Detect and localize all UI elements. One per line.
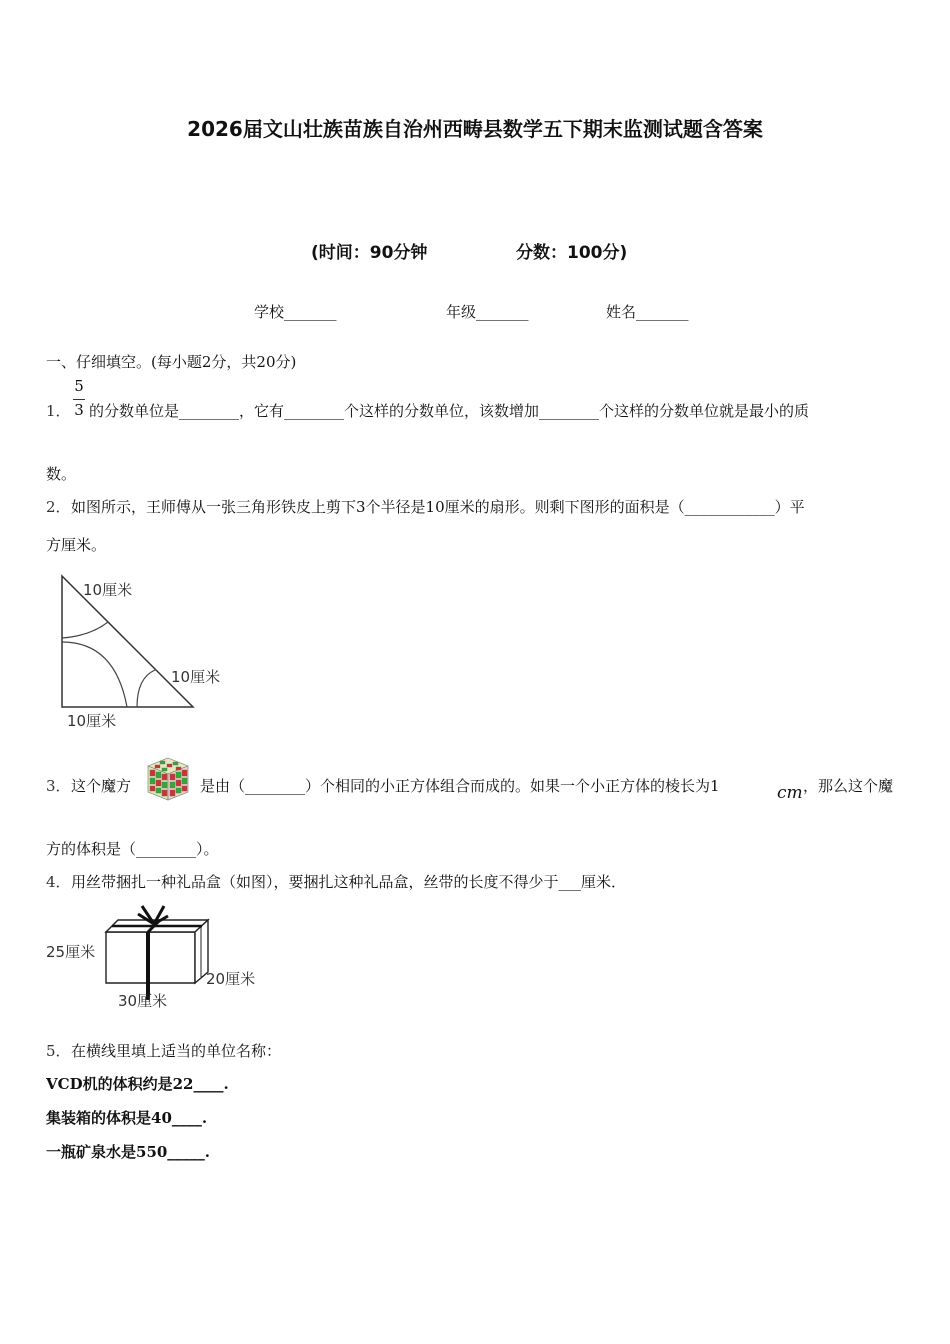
exam-score: 分数：100分) (516, 243, 628, 263)
question-text: 用丝带捆扎一种礼品盒（如图），要捆扎这种礼品盒，丝带的长度不得少于___厘米． (71, 873, 627, 891)
triangle-figure (55, 570, 240, 735)
sector-arc-top (62, 622, 108, 638)
question-text: 在横线里填上适当的单位名称： (71, 1042, 282, 1060)
question-text: 的分数单位是________，它有________个这样的分数单位，该数增加________个这样的分数单位就是最小的质 (89, 402, 810, 420)
label-right: 10厘米 (171, 668, 221, 686)
question-text-cont: 方的体积是（________）。 (46, 840, 219, 858)
exam-time: (时间：90分钟 (311, 243, 428, 263)
question-text-cont: 数。 (46, 465, 77, 483)
gift-box-figure (44, 900, 269, 1012)
fill-line-water: 一瓶矿泉水是550_____. (46, 1143, 211, 1161)
school-field: 学校_______ (254, 303, 337, 321)
question-number: 4． (46, 873, 71, 891)
box-front (106, 932, 195, 983)
fill-line-vcd: VCD机的体积约是22____. (46, 1075, 229, 1093)
fraction-numerator: 5 (74, 377, 84, 395)
page-title: 2026届文山壮族苗族自治州西畴县数学五下期末监测试题含答案 (187, 117, 763, 141)
fraction (72, 377, 86, 423)
question-text-cont: 方厘米。 (46, 536, 107, 554)
unit-cm: cm (777, 783, 803, 803)
question-number: 2． (46, 498, 71, 516)
sector-arc-bottom-right (137, 670, 155, 707)
fraction-bar (73, 399, 85, 400)
question-text: 这个魔方 (71, 777, 132, 795)
fraction-denominator: 3 (74, 401, 84, 419)
question-text-cont: ，那么这个魔 (803, 777, 894, 795)
label-depth: 20厘米 (206, 970, 256, 988)
fill-line-container: 集装箱的体积是40____. (46, 1109, 208, 1127)
question-number: 1． (46, 402, 71, 420)
question-text-cont: 是由（________）个相同的小正方体组合而成的。如果一个小正方体的棱长为1 (200, 777, 720, 795)
name-field: 姓名_______ (606, 303, 689, 321)
section-heading: 一、仔细填空。(每小题2分，共20分) (46, 353, 297, 371)
label-bottom: 10厘米 (67, 712, 117, 730)
question-number: 5． (46, 1042, 71, 1060)
question-number: 3． (46, 777, 71, 795)
rubiks-cube-image (146, 756, 190, 802)
grade-field: 年级_______ (446, 303, 529, 321)
question-text: 如图所示，王师傅从一张三角形铁皮上剪下3个半径是10厘米的扇形。则剩下图形的面积是（____________）平 (71, 498, 805, 516)
label-top: 10厘米 (83, 581, 133, 599)
label-length: 30厘米 (118, 992, 168, 1010)
label-height: 25厘米 (46, 943, 96, 961)
sector-arc-bottom-left (62, 642, 127, 707)
